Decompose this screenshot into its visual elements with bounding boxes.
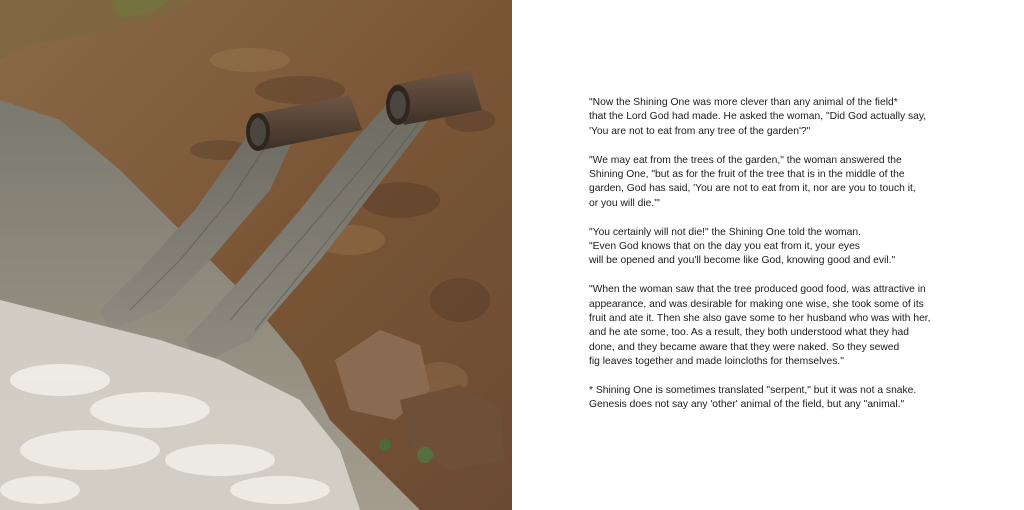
paragraph-1 — [589, 96, 989, 139]
text-line: "When the woman saw that the tree produced good food, was attractive in — [589, 284, 926, 296]
text-line: fruit and ate it. Then she also gave some to her husband who was with her, — [589, 313, 931, 325]
paragraph-2 — [589, 154, 989, 212]
footnote — [589, 384, 989, 413]
text-line: Genesis does not say any 'other' animal of the field, but any "animal." — [589, 399, 905, 411]
text-line: "We may eat from the trees of the garden," the woman answered the — [589, 154, 902, 166]
text-line: * Shining One is sometimes translated "serpent," but it was not a snake. — [589, 385, 917, 397]
text-line: done, and they became aware that they were naked. So they sewed — [589, 341, 900, 353]
text-page — [512, 0, 1024, 510]
text-line: fig leaves together and made loincloths for themselves." — [589, 356, 844, 368]
text-line: 'You are not to eat from any tree of the garden'?" — [589, 125, 811, 137]
text-line: that the Lord God had made. He asked the woman, "Did God actually say, — [589, 111, 927, 123]
text-line: and he ate some, too. As a result, they both understood what they had — [589, 327, 909, 339]
text-line: "You certainly will not die!" the Shining One told the woman. — [589, 226, 861, 238]
paragraph-4 — [589, 283, 989, 369]
text-line: or you will die.'" — [589, 197, 660, 209]
text-line: Shining One, "but as for the fruit of the tree that is in the middle of the — [589, 169, 905, 181]
paragraph-3 — [589, 226, 989, 269]
text-line: "Now the Shining One was more clever than any animal of the field* — [589, 97, 898, 108]
scripture-text — [589, 96, 989, 427]
text-line: appearance, and was desirable for making one wise, she took some of its — [589, 298, 924, 310]
text-line: will be opened and you'll become like God, knowing good and evil." — [589, 255, 896, 267]
text-line: garden, God has said, 'You are not to eat from it, nor are you to touch it, — [589, 183, 916, 195]
text-line: "Even God knows that on the day you eat from it, your eyes — [589, 241, 860, 253]
